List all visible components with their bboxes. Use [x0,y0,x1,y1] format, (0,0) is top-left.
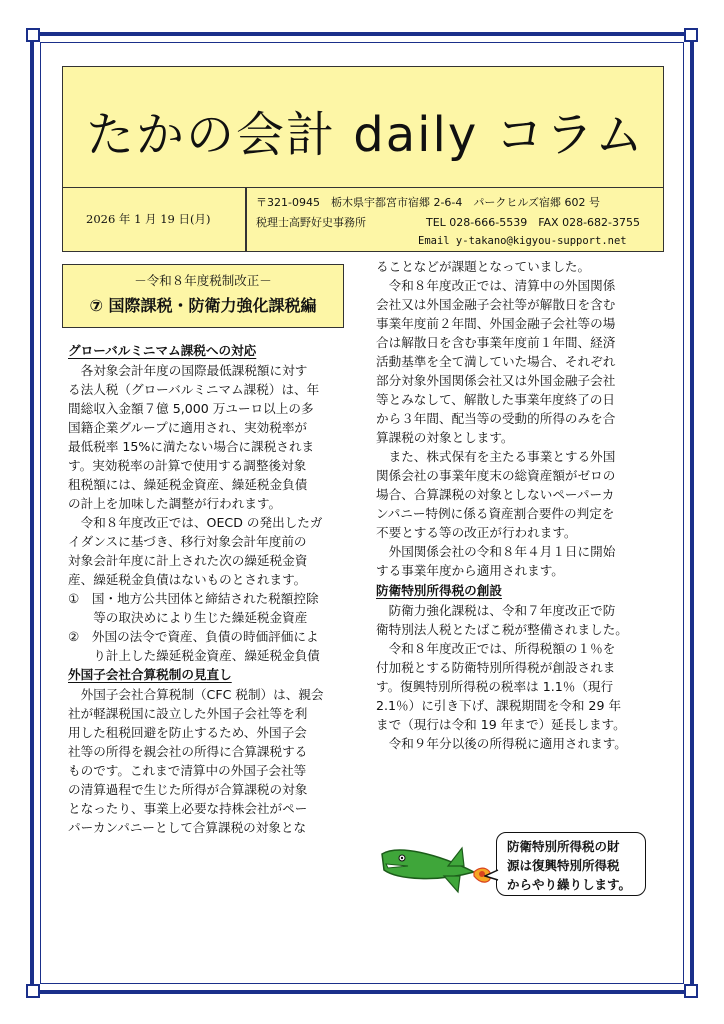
section-title: ⑦ 国際課税・防衛力強化課税編 [89,296,317,315]
body-line: 2.1％）に引き下げ、課税期間を令和 29 年 [376,698,622,713]
issue-date: 2026 年 1 月 19 日(月) [86,212,211,226]
body-line: 不要とする等の改正が行われます。 [376,525,577,540]
body-line: 部分対象外国関係会社又は外国金融子会社 [376,373,616,388]
frame-corner-icon [26,984,40,998]
bubble-line: からやり繰りします。 [507,877,632,892]
list-item: ① 国・地方公共団体と締結された税額控除 [68,591,319,606]
section-subtitle: －令和８年度税制改正－ [134,273,272,288]
bubble-line: 源は復興特別所得税 [507,858,620,873]
body-line: 場合、合算課税の対象としないペーパーカ [376,487,615,502]
body-line: 衛特別法人税とたばこ税が整備されました。 [376,622,628,637]
body-line: る法人税（グローバルミニマム課税）は、年 [68,382,320,397]
body-line: 最低税率 15%に満たない場合に課税されま [68,439,315,454]
body-line: 令和９年分以後の所得税に適用されます。 [376,736,627,751]
page-title: たかの会計 daily コラム [86,107,645,163]
office-name: 税理士高野好史事務所 [256,216,366,229]
bubble-tail-icon [484,868,500,882]
frame-corner-icon [684,984,698,998]
body-line: す。復興特別所得税の税率は 1.1％（現行 [376,679,614,694]
body-line: 令和８年度改正では、所得税額の１％を [376,641,616,656]
body-line: 等とみなして、解散した事業年度終了の日 [376,392,616,407]
body-line: 外国関係会社の令和８年４月１日に開始 [376,544,616,559]
section-banner [62,264,344,328]
body-line: する事業年度から適用されます。 [376,563,564,578]
heading-cfc-tax: 外国子会社合算税制の見直し [68,667,232,682]
body-line: 合は解散日を含む事業年度前１年間、経済 [376,335,616,350]
heading-defense-income-tax: 防衛特別所得税の創設 [376,583,502,598]
body-line: まで（現行は令和 19 年まで）延長します。 [376,717,626,732]
body-line: 付加税とする防衛特別所得税が創設されま [376,660,616,675]
body-line: 外国子会社合算税制（CFC 税制）は、親会 [68,687,324,702]
list-item: り計上した繰延税金資産、繰延税金負債 [68,648,320,663]
office-phone-fax: TEL 028-666-5539 FAX 028-682-3755 [426,216,641,229]
body-line: 社等の所得を親会社の所得に合算課税する [68,744,308,759]
office-email[interactable]: Email y-takano@kigyou-support.net [418,235,627,247]
body-line: 対象会計年度に計上された次の繰延税金資 [68,553,308,568]
body-line: から３年間、配当等の受動的所得のみを合 [376,411,616,426]
frame-corner-icon [684,28,698,42]
body-line: す。実効税率の計算で使用する調整後対象 [68,458,307,473]
body-line: 租税額には、繰延税金資産、繰延税金負債 [68,477,308,492]
list-item: 等の取決めにより生じた繰延税金資産 [68,610,308,625]
info-divider [245,188,247,252]
body-line: 関係会社の事業年度末の総資産額がゼロの [376,468,616,483]
body-line: ものです。これまで清算中の外国子会社等 [68,763,307,778]
office-address: 〒321-0945 栃木県宇都宮市宿郷 2-6-4 パークヒルズ宿郷 602 号 [256,196,601,209]
body-line: また、株式保有を主たる事業とする外国 [376,449,616,464]
bubble-line: 防衛特別所得税の財 [507,839,620,854]
body-line: の計上を加味した調整が行われます。 [68,496,282,511]
speech-bubble [496,832,646,896]
body-line: 算課税の対象とします。 [376,430,514,445]
list-item: ② 外国の法令で資産、負債の時価評価によ [68,629,319,644]
shark-missile-icon [378,836,494,898]
body-line: ることなどが課題となっていました。 [376,259,591,274]
body-line: 社が軽課税国に設立した外国子会社等を利 [68,706,308,721]
body-line: ンパニー特例に係る資産割合要件の判定を [376,506,615,521]
body-line: 産、繰延税金負債はないものとされます。 [68,572,307,587]
body-line: の清算過程で生じた所得が合算課税の対象 [68,782,308,797]
body-line: パーカンパニーとして合算課税の対象とな [68,820,307,835]
body-line: 国籍企業グループに適用され、実効税率が [68,420,308,435]
body-line: 事業年度前２年間、外国金融子会社等の場 [376,316,616,331]
frame-corner-icon [26,28,40,42]
body-line: 間総収入金額７億 5,000 万ユーロ以上の多 [68,401,314,416]
body-line: 令和８年度改正では、OECD の発出したガ [68,515,323,530]
body-line: 活動基準を全て満していた場合、それぞれ [376,354,616,369]
body-line: 会社又は外国金融子会社等が解散日を含む [376,297,616,312]
body-line: 令和８年度改正では、清算中の外国関係 [376,278,616,293]
body-line: となったり、事業上必要な持株会社がペー [68,801,308,816]
heading-global-minimum-tax: グローバルミニマム課税への対応 [68,343,257,358]
body-line: 防衛力強化課税は、令和７年度改正で防 [376,603,616,618]
body-line: 用した租税回避を防止するため、外国子会 [68,725,307,740]
body-line: 各対象会計年度の国際最低課税額に対す [68,363,308,378]
body-line: イダンスに基づき、移行対象会計年度前の [68,534,307,549]
